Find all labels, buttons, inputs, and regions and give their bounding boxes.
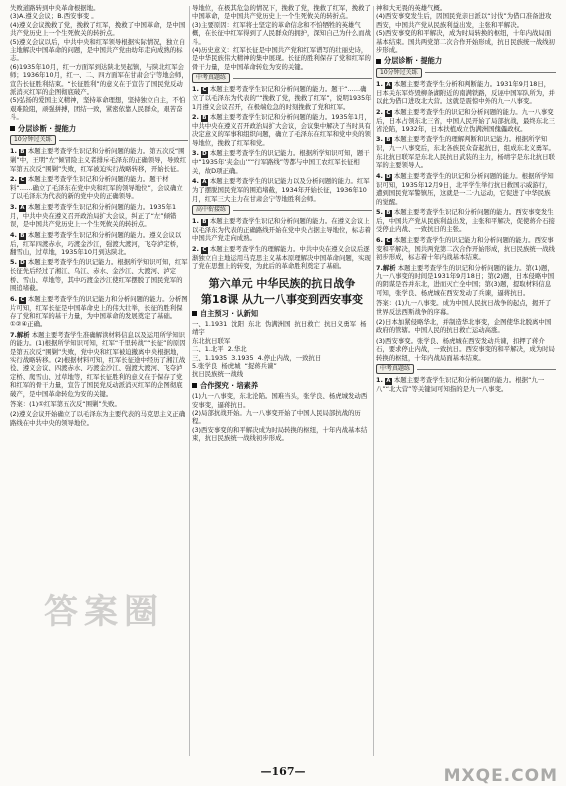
answer-option: A — [20, 204, 25, 211]
answer-option: B — [20, 232, 25, 239]
column-left — [10, 4, 188, 758]
answer-item — [376, 337, 556, 362]
text-line: 导地位，在极其危急的情况下，挽救了党，挽救了红军，挽救了中国革命，是中国共产党历史上一个生死攸关的转折点。 — [192, 4, 371, 21]
tag-row — [10, 135, 188, 145]
answer-option: D — [386, 173, 391, 180]
answer-option: C — [20, 296, 25, 303]
text-line: (3)A.遵义会议；B.西安事变 。 — [10, 12, 98, 21]
answer-item — [10, 175, 188, 201]
section-marker-icon — [376, 59, 381, 64]
answer-text: 本题主要考查学生识记和分析问题的能力。遵义会议以后，红军四渡赤水，巧渡金沙江，强渡大渡河，飞夺泸定桥，翻雪山，过草地，1935年10月到达陕北。 — [10, 230, 183, 256]
answer-number: 2. — [376, 107, 383, 116]
text-line: (5)遵义会议以后，中共中央和红军领导根据实际情况，独立自主地解决中国革命的问题，是中国共产党由幼年走向成熟的标志。 — [10, 37, 186, 63]
unit-header — [192, 277, 372, 306]
answer-item — [10, 258, 188, 292]
answer-number: 2. — [192, 113, 199, 122]
answer-item — [376, 299, 556, 316]
answer-item — [376, 376, 556, 393]
answer-item — [376, 208, 556, 234]
tag-row — [192, 205, 372, 215]
answer-number: 5. — [376, 207, 383, 216]
answer-item — [10, 203, 188, 229]
practice-tag: 中考真题练 — [376, 364, 414, 374]
answer-option: A — [202, 179, 207, 186]
answer-option: B — [202, 218, 207, 225]
answer-option: C — [386, 237, 391, 244]
explore-text — [192, 392, 372, 442]
answer-number: 1. — [192, 85, 199, 94]
answer-text: 本题主要考查学生识记和分析问题的能力。1935年1月，中共中央在遵义召开政治局扩大会议，会议集中解决了当时具有决定意义的军事和组织问题，确立了毛泽东在红军和党中央的领导地位，挽救了红军和党。 — [192, 113, 371, 147]
answer-number: 1. — [376, 376, 383, 384]
answer-text: 本题主要考查学生的理解判断和识记能力。根据所学知识，九一八事变后，东北各族民众奋起抗日，组成东北义勇军。东北抗日联军是东北人民抗日武装的主力，杨靖宇是东北抗日联军的主要领导人。 — [376, 135, 555, 170]
answer-number: 6. — [10, 294, 17, 303]
practice-tag: 中考真题练 — [192, 73, 230, 83]
answer-text: 本题主要考查学生分析和判断能力。1931年9月18日，日本关东军炸毁柳条湖附近的南满铁路，反诬中国军队所为，并以此为借口进攻北大营。这就是震惊中外的九一八事变。 — [376, 79, 555, 106]
answer-text: 本题主要考查学生的识记和分析问题的能力。根据所学知识可知，1935年12月9日，北平学生举行抗日救国示威游行，遭到国民党军警镇压，这就是一二·九运动，它促进了中华民族的觉醒。 — [376, 171, 554, 206]
text-line: 抗日民族统一战线 — [192, 370, 244, 379]
intro-text — [376, 4, 556, 54]
answer-text: 本题主要考查学生的识记能力。根据所学知识可知，红军长征先后经过了湘江、乌江、赤水、金沙江、大渡河、泸定桥、雪山、草地等，其中巧渡金沙江使红军摆脱了国民党军的围追堵截。 — [10, 258, 188, 293]
text-line: 失败道路转到中央革命根据地。 — [10, 4, 100, 12]
practice-tag: 10分钟过关练 — [376, 68, 422, 78]
answer-text: 本题主要考查学生的理解能力。中共中央在遵义会议后逐渐独立自主地运用马克思主义基本原理解决中国革命问题，实现了党在思想上的转变，为此后的革命胜利奠定了基础。 — [192, 244, 371, 271]
answer-text: (3)西安事变。张学良、杨虎城在西安发动兵谏，扣押了蒋介石，要求停止内战，一致抗日。西安事变的和平解决，成为时局转换的枢纽，十年内战局面基本结束。 — [376, 336, 555, 362]
answer-option: D — [20, 260, 25, 267]
answer-item — [376, 318, 556, 335]
text-line: (3)主要原因：红军将士坚定的革命信念和不怕牺牲的英雄气概，在长征中红军得到了人民群众的拥护，深知自己为什么而战斗。 — [192, 20, 371, 46]
divider — [59, 140, 188, 141]
text-line: (2)局部抗战开始。九一八事变开始了中国人民局部抗战的历程。 — [192, 409, 361, 426]
answer-number: 3. — [192, 149, 199, 158]
answer-item — [376, 135, 556, 169]
answer-number: 3. — [376, 135, 383, 144]
preview-text — [192, 320, 372, 379]
practice-tag: 10分钟过关练 — [10, 135, 56, 145]
answer-text: 本题主要考查学生识记和分析问题的能力。西安事变发生后，中国共产党从民族利益出发，主张和平解决，促使蒋介石接受停止内战、一致抗日的主张。 — [376, 207, 555, 234]
text-line: 东北抗日联军 — [192, 336, 231, 345]
answer-text: 本题主要考查学生识记和分析问题的能力。在遵义会议上以毛泽东为代表的正确路线开始在党中央占据主导地位，标志着中国共产党走向成熟。 — [192, 216, 371, 243]
text-line: (4)遵义会议挽救了党，挽救了红军，挽救了中国革命，是中国共产党历史上一个生死攸关的转折点。 — [10, 20, 186, 38]
section-marker-icon — [192, 311, 197, 316]
text-line: (6)1935年10月，红一方面军到达陕北吴起镇，与陕北红军会师；1936年10月，红一、二、四方面军在甘肃会宁等地会师，宣告长征胜利结束。“长征胜利”的意义在于宣告了国民党反动派消灭红军的企图彻底破产。 — [10, 62, 188, 97]
answer-number: 6. — [376, 235, 383, 244]
answer-item — [376, 172, 556, 206]
answer-option: B — [386, 137, 391, 144]
answer-item — [376, 236, 556, 262]
section-title: 分层诊断 · 提能力 — [18, 123, 77, 133]
answer-number: 4. — [192, 177, 199, 186]
divider — [425, 72, 556, 73]
answer-text: 本题主要考查学生识记和分析问题的能力。第五次反“围剿”中，王明“左”倾冒险主义者排斥毛泽东的正确领导，导致红军第五次反“围剿”失败，红军被迫实行战略转移，开始长征。 — [10, 147, 187, 173]
text-line: (1)九一八事变，东北沦陷。国难当头，张学良、杨虎城发动西安事变，逼蒋抗日。 — [192, 392, 368, 409]
answer-text: 本题主要考查学生的识记能力和分析问题的能力。西安事变和平解决，国共两党第二次合作开始形成，抗日民族统一战线初步形成，标志着十年内战基本结束。 — [376, 235, 555, 262]
lesson-title: 第18课 从九一八事变到西安事变 — [200, 292, 364, 306]
section-title: 合作探究 · 培素养 — [200, 380, 259, 390]
answer-text: 本题主要考查学生识记和分析问题的能力。1935年1月，中共中央在遵义召开政治局扩大会议，纠正了“左”倾错误，是中国共产党历史上一个生死攸关的转折点。 — [10, 202, 177, 229]
answer-text: 本题主要考查学生识记和分析问题的能力。题干“……确立了以毛泽东为代表的”“挽救了党，挽救了红军”，说明1935年1月遵义会议召开，在极端危急的时刻挽救了党和红军。 — [192, 85, 372, 111]
answer-number: 1. — [376, 79, 383, 88]
answer-number: 4. — [376, 171, 383, 180]
text-line: (4)西安事变发生后，因国民党亲日派以“讨伐”为借口准备进攻西安，中国共产党从民族利益出发，主张和平解决。 — [376, 12, 552, 29]
page-number: —167— — [260, 764, 306, 778]
tag-row — [376, 364, 556, 374]
answer-option: C — [386, 109, 391, 116]
answer-option: A — [386, 378, 391, 384]
answer-item — [192, 149, 372, 175]
answer-option: 解析 — [16, 330, 30, 339]
practice-tag: 高中衔接练 — [192, 205, 230, 215]
answer-item — [376, 264, 556, 298]
intro-text — [192, 4, 372, 71]
answer-number: 4. — [10, 230, 17, 239]
column-divider — [373, 6, 374, 756]
answer-number: 2. — [10, 174, 17, 183]
answer-item — [192, 85, 372, 111]
text-line: (5)西安事变的和平解决，成为时局转换的枢纽，十年内战局面基本结束。国共两党第二次合作开始形成，抗日民族统一战线初步形成。 — [376, 29, 555, 55]
intro-text — [10, 4, 188, 122]
text-line: (3)西安事变的和平解决成为时局转换的枢纽，十年内战基本结束，抗日民族统一战线初步形成。 — [192, 425, 368, 443]
answer-text: 本题主要考查学生的识记能力。根据所学知识可知，题干中“1935年‘夹金山’”“行军路线”等都与中国工农红军长征相关，故D项正确。 — [192, 149, 370, 175]
section-heading — [192, 382, 372, 390]
answer-item — [10, 331, 188, 398]
column-right — [376, 4, 556, 758]
divider — [417, 369, 556, 370]
tag-row — [192, 73, 372, 83]
text-line: (4)历史意义：红军长征是中国共产党和红军谱写的壮丽史诗，是中华民族伟大精神的集中展现。长征的胜利保存了党和红军的骨干力量，是中国革命转危为安的关键。 — [192, 46, 371, 71]
answer-text: 本题主要考查学生识记和分析问题的能力。根据“九一八”“北大营”等关键词可知指的是九一八事变。 — [376, 376, 545, 393]
answer-text: 本题主要考查学生的识记和分析问题的能力。九一八事变后，日本占领东北三省，中国人民开始了局部抗战，最终东北三省沦陷，1932年，日本扶植成立伪满洲国傀儡政权。 — [376, 107, 555, 134]
divider — [233, 210, 372, 211]
answer-number: 3. — [10, 202, 17, 211]
section-heading — [192, 310, 372, 318]
section-heading — [10, 125, 188, 133]
text-line: 5.张学良 杨虎城 “捉蒋兵谏” — [192, 361, 277, 370]
answer-text: 本题主要考查学生准确解读材料信息以及运用所学知识的能力。(1)根据所学知识可知，红军“千里转战”“长征”的原因是第五次反“围剿”失败，党中央和红军被迫撤离中央根据地，实行战略转移。(2)根据材料可知，红军长征途中经历了湘江战役、遵义会议、四渡赤水、巧渡金沙江、强渡大渡河、飞夺泸定桥、爬雪山、过草地等，红军长征胜利的意义在于保存了党和红军的骨干力量，宣告了国民党反动派消灭红军的企图彻底破产，是中国革命转危为安的关键。 — [10, 330, 186, 398]
answer-item — [376, 108, 556, 134]
text-line: 三、1.1935 3.1935 4.停止内战，一致抗日 — [192, 353, 322, 362]
answer-text: (2)遵义会议开始确立了以毛泽东为主要代表的马克思主义正确路线在中共中央的领导地位。 — [10, 410, 186, 427]
answer-option: C — [202, 246, 207, 253]
answer-option: B — [20, 149, 25, 156]
answer-list — [376, 80, 556, 362]
answer-item — [376, 80, 556, 106]
section-title: 自主预习 · 认新知 — [200, 308, 259, 318]
answer-text: 本题主要考查学生的识记能力以及分析问题的能力。红军为了摆脱国民党军的围追堵截，1934年开始长征，1936年10月，红军三大主力在甘肃会宁等地胜利会师。 — [192, 177, 370, 203]
answer-number: 5. — [10, 258, 17, 267]
divider — [233, 78, 372, 79]
answer-list — [192, 85, 372, 203]
answer-number: 7. — [376, 263, 383, 272]
answer-item — [192, 113, 372, 147]
answer-option: B — [386, 209, 391, 216]
answer-text: 答案：(1)①红军第五次反“围剿”失败。 — [10, 400, 121, 409]
answer-option: C — [202, 87, 207, 94]
column-middle — [192, 4, 372, 758]
answer-number: 1. — [10, 147, 17, 156]
answer-list — [376, 376, 556, 393]
watermark-site-logo: MXQE.COM — [443, 765, 558, 786]
answer-option: C — [20, 176, 25, 183]
answer-list — [10, 147, 188, 427]
answer-option: 解析 — [382, 263, 396, 272]
answer-item — [10, 231, 188, 257]
answer-number: 2. — [192, 244, 199, 253]
answer-item — [10, 295, 188, 329]
answer-list — [192, 217, 372, 271]
column-divider — [189, 6, 190, 756]
answer-text: (2)日本加紧侵略华北，并制造华北事变，企图使华北脱离中国政府的管辖。中国人民的抗日救亡运动高涨。 — [376, 317, 552, 335]
answer-option: A — [386, 81, 391, 88]
answer-item — [10, 147, 188, 173]
answer-item — [10, 410, 188, 427]
answer-number: 1. — [192, 216, 199, 225]
watermark-logo: 答案圈 — [44, 592, 164, 632]
text-line: 一、1.1931 沈阳 东北 伪满洲国 抗日救亡 抗日义勇军 杨靖宇 — [192, 319, 367, 337]
answer-text: 答案：(1)九一八事变。成为中国人民抗日战争的起点，揭开了世界反法西斯战争的序幕。 — [376, 299, 552, 316]
section-title: 分层诊断 · 提能力 — [384, 56, 443, 66]
answer-text: 本题主要考查学生识记和分析问题的能力。题干材料“……确立了毛泽东在党中央和红军的领导地位”，会议确立了以毛泽东为代表的新的党中央的正确领导。 — [10, 174, 183, 201]
answer-item — [192, 177, 372, 203]
unit-title: 第六单元 中华民族的抗日战争 — [208, 276, 356, 290]
answer-text: 本题主要考查学生的识记能力和分析问题的能力。分析图片可知，红军长征是中国革命史上的伟大壮举，长征的胜利保存了党和红军的基干力量，为中国革命的发展奠定了基础。①②④正确。 — [10, 294, 188, 329]
section-marker-icon — [192, 383, 197, 388]
tag-row — [376, 68, 556, 78]
answer-item — [10, 400, 188, 408]
text-line: 二、1.北平 2.华北 — [192, 345, 247, 354]
answer-item — [192, 217, 372, 243]
answer-number: 7. — [10, 330, 17, 339]
answer-option: B — [202, 115, 207, 122]
answer-option: D — [202, 151, 207, 158]
section-marker-icon — [10, 126, 15, 131]
section-heading — [376, 57, 556, 65]
text-line: (5)弘扬的爱国主义精神，坚持革命理想，坚持独立自主，不怕艰难险阻，顽强拼搏，团结一致，紧密依靠人民群众，艰苦奋斗。 — [10, 96, 186, 122]
answer-text: 本题主要考查学生的识记和分析问题的能力。第(1)题，九一八事变的时间是1931年9月18日；第(2)题，日本侵略中国的阴谋是吞并东北，进而灭亡全中国；第(3)题，提取材料信息可知，张学良、杨虎城在西安发动了兵谏，逼蒋抗日。 — [376, 263, 555, 297]
text-line: 神和大无畏的英雄气概。 — [376, 4, 447, 12]
answer-item — [192, 245, 372, 271]
